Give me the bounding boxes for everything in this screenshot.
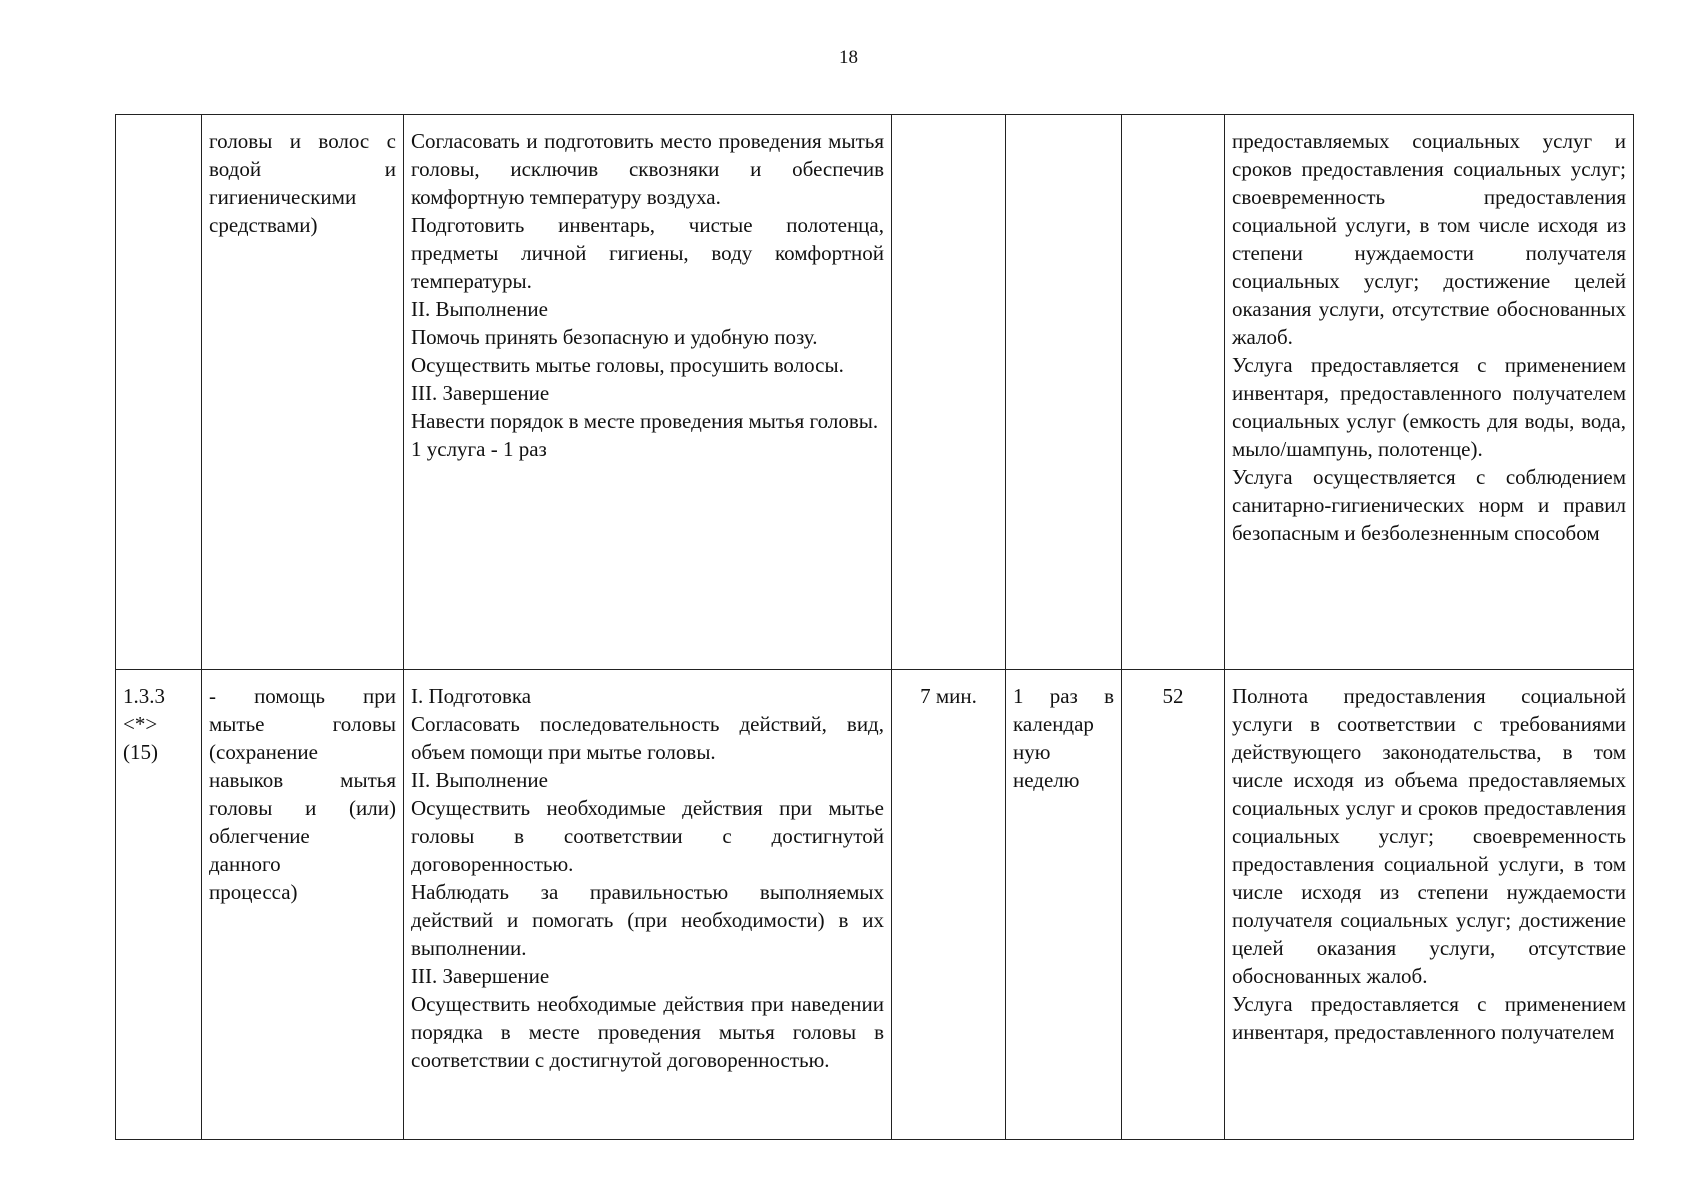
code-line: (15)	[123, 740, 158, 764]
frequency-line: ную	[1013, 740, 1051, 764]
name-line: гигиеническими	[209, 185, 357, 209]
frequency-line: 1 раз в	[1013, 684, 1114, 708]
name-line: процесса)	[209, 880, 298, 904]
action-text: Согласовать последовательность действий, вид, объем помощи при мытье головы.	[411, 712, 884, 764]
code-line: <*>	[123, 712, 158, 736]
name-line: облегчение	[209, 824, 310, 848]
cell-code	[116, 670, 202, 1140]
quality-text: Услуга предоставляется с применением инвентаря, предоставленного получателем	[1232, 992, 1626, 1044]
quality-text: предоставляемых социальных услуг и сроков предоставления социальных услуг; своевременность предоставления социальной услуги, в том числе исходя из степени нуждаемости получателя социальных услуг; достижение целей оказания услуги, отсутствие обоснованных жалоб.	[1232, 129, 1626, 349]
name-line: мытье головы	[209, 712, 396, 736]
action-text: I. Подготовка	[411, 684, 532, 708]
cell-actions	[404, 670, 892, 1140]
action-text: II. Выполнение	[411, 297, 548, 321]
cell-quality	[1225, 115, 1634, 670]
action-text: Помочь принять безопасную и удобную позу.	[411, 325, 818, 349]
name-line: (сохранение	[209, 740, 318, 764]
action-text: Согласовать и подготовить место проведения мытья головы, исключив сквозняки и обеспечив комфортную температуру воздуха.	[411, 129, 884, 209]
name-line: средствами)	[209, 213, 318, 237]
cell-code	[116, 115, 202, 670]
cell-actions	[404, 115, 892, 670]
action-text: Навести порядок в месте проведения мытья головы.	[411, 409, 879, 433]
action-text: Осуществить необходимые действия при наведении порядка в месте проведения мытья головы в соответствии с достигнутой договоренностью.	[411, 992, 884, 1072]
name-line: - помощь при	[209, 684, 396, 708]
name-line: навыков мытья	[209, 768, 396, 792]
quality-text: Услуга осуществляется с соблюдением санитарно-гигиенических норм и правил безопасным и безболезненным способом	[1232, 465, 1626, 545]
name-line: головы и волос с	[209, 129, 396, 153]
table-row	[116, 115, 1634, 670]
action-text: 1 услуга - 1 раз	[411, 437, 547, 461]
frequency-line: календар	[1013, 712, 1094, 736]
action-text: III. Завершение	[411, 964, 550, 988]
name-line: головы и (или)	[209, 796, 396, 820]
cell-volume	[1122, 115, 1225, 670]
cell-volume: 52	[1122, 670, 1225, 1140]
quality-text: Полнота предоставления социальной услуги в соответствии с требованиями действующего законодательства, в том числе исходя из объема предоставляемых социальных услуг и сроков предоставления социальных услуг; своевременность предоставления социальной услуги, в том числе исходя из степени нуждаемости получателя социальных услуг; достижение целей оказания услуги, отсутствие обоснованных жалоб.	[1232, 684, 1626, 988]
cell-service-name	[202, 115, 404, 670]
frequency-line: неделю	[1013, 768, 1080, 792]
code-line: 1.3.3	[123, 684, 165, 708]
cell-frequency	[1006, 670, 1122, 1140]
cell-time	[892, 115, 1006, 670]
action-text: Подготовить инвентарь, чистые полотенца, предметы личной гигиены, воду комфортной температуры.	[411, 213, 884, 293]
page-number: 18	[839, 47, 858, 68]
cell-quality	[1225, 670, 1634, 1140]
cell-frequency	[1006, 115, 1122, 670]
table-row	[116, 670, 1634, 1140]
name-line: водой и	[209, 157, 396, 181]
action-text: Наблюдать за правильностью выполняемых действий и помогать (при необходимости) в их выполнении.	[411, 880, 884, 960]
action-text: Осуществить мытье головы, просушить волосы.	[411, 353, 844, 377]
quality-text: Услуга предоставляется с применением инвентаря, предоставленного получателем социальных услуг (емкость для воды, вода, мыло/шампунь, полотенце).	[1232, 353, 1626, 461]
cell-time: 7 мин.	[892, 670, 1006, 1140]
action-text: II. Выполнение	[411, 768, 548, 792]
cell-service-name	[202, 670, 404, 1140]
action-text: III. Завершение	[411, 381, 550, 405]
action-text: Осуществить необходимые действия при мытье головы в соответствии с достигнутой договоренностью.	[411, 796, 884, 876]
name-line: данного	[209, 852, 281, 876]
services-table	[115, 114, 1634, 1140]
